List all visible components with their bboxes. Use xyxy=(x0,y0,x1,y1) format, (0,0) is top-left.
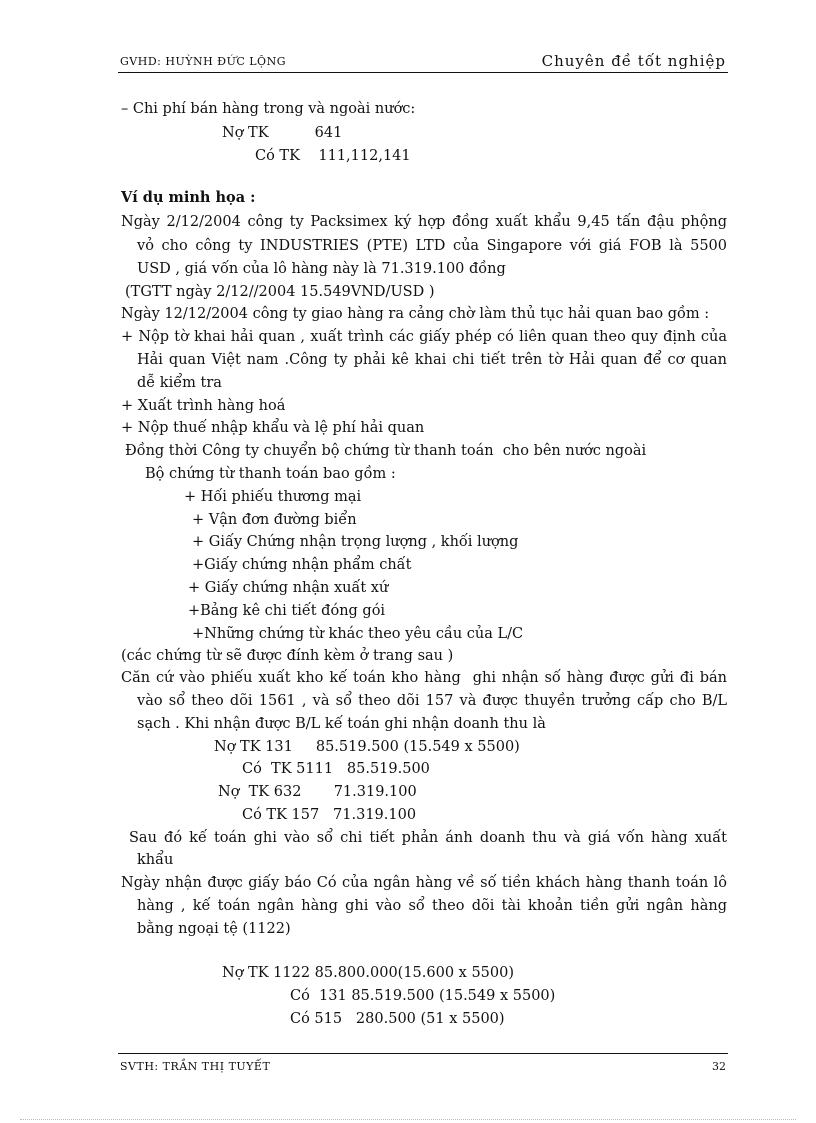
journal-entry: Có TK 157 71.319.100 xyxy=(242,807,417,823)
list-item: + Vận đơn đường biển xyxy=(192,512,357,528)
text-line: hàng , kế toán ngân hàng ghi vào sổ theo dõi tài khoản tiền gửi ngân hàng xyxy=(137,898,727,914)
text-line: dễ kiểm tra xyxy=(137,375,222,391)
text-line: + Nộp thuế nhập khẩu và lệ phí hải quan xyxy=(121,420,425,436)
text-line: Sau đó kế toán ghi vào sổ chi tiết phản ánh doanh thu và giá vốn hàng xuất xyxy=(129,830,727,846)
footer-rule xyxy=(118,1053,728,1054)
text-line: – Chi phí bán hàng trong và ngoài nước: xyxy=(121,101,416,117)
text-line: khẩu xyxy=(137,852,174,868)
text-line: Hải quan Việt nam .Công ty phải kê khai chi tiết trên tờ Hải quan để cơ quan xyxy=(137,352,727,368)
text-line: (TGTT ngày 2/12//2004 15.549VND/USD ) xyxy=(125,284,435,300)
journal-entry: Nợ TK 131 85.519.500 (15.549 x 5500) xyxy=(214,739,520,755)
header-advisor: GVHD: HUỲNH ĐỨC LỘNG xyxy=(120,55,286,68)
text-line: Bộ chứng từ thanh toán bao gồm : xyxy=(145,466,396,482)
text-line: Đồng thời Công ty chuyển bộ chứng từ thanh toán cho bên nước ngoài xyxy=(125,443,647,459)
text-line: (các chứng từ sẽ được đính kèm ở trang sau ) xyxy=(121,648,454,664)
list-item: + Giấy Chứng nhận trọng lượng , khối lượng xyxy=(192,534,519,550)
text-line: vỏ cho công ty INDUSTRIES (PTE) LTD của Singapore với giá FOB là 5500 xyxy=(137,238,727,254)
journal-entry: Nợ TK 632 71.319.100 xyxy=(218,784,417,800)
header-title: Chuyên đề tốt nghiệp xyxy=(541,52,726,70)
text-line: USD , giá vốn của lô hàng này là 71.319.100 đồng xyxy=(137,261,506,277)
footer-student: SVTH: TRẦN THỊ TUYẾT xyxy=(120,1060,271,1073)
example-heading: Ví dụ minh họa : xyxy=(121,189,256,206)
journal-entry: Có 131 85.519.500 (15.549 x 5500) xyxy=(290,988,556,1004)
text-line: sạch . Khi nhận được B/L kế toán ghi nhận doanh thu là xyxy=(137,716,546,732)
text-line: Có TK 111,112,141 xyxy=(255,148,411,164)
list-item: +Những chứng từ khác theo yêu cầu của L/C xyxy=(192,626,524,642)
text-line: Ngày 12/12/2004 công ty giao hàng ra cảng chờ làm thủ tục hải quan bao gồm : xyxy=(121,306,710,322)
journal-entry: Có 515 280.500 (51 x 5500) xyxy=(290,1011,505,1027)
header-rule xyxy=(118,72,728,73)
journal-entry: Có TK 5111 85.519.500 xyxy=(242,761,430,777)
text-line: Ngày 2/12/2004 công ty Packsimex ký hợp đồng xuất khẩu 9,45 tấn đậu phộng xyxy=(121,214,727,230)
text-line: Ngày nhận được giấy báo Có của ngân hàng về số tiền khách hàng thanh toán lô xyxy=(121,875,727,891)
journal-entry: Nợ TK 1122 85.800.000(15.600 x 5500) xyxy=(222,965,515,981)
list-item: +Giấy chứng nhận phẩm chất xyxy=(192,557,412,573)
list-item: + Giấy chứng nhận xuất xứ xyxy=(188,580,389,596)
page-number: 32 xyxy=(712,1060,726,1073)
text-line: Căn cứ vào phiếu xuất kho kế toán kho hàng ghi nhận số hàng được gửi đi bán xyxy=(121,670,727,686)
list-item: + Hối phiếu thương mại xyxy=(184,489,362,505)
text-line: vào sổ theo dõi 1561 , và sổ theo dõi 157 và được thuyền trưởng cấp cho B/L xyxy=(137,693,727,709)
text-line: Nợ TK 641 xyxy=(222,125,343,141)
list-item: +Bảng kê chi tiết đóng gói xyxy=(188,603,386,619)
text-line: + Xuất trình hàng hoá xyxy=(121,398,286,414)
text-line: bằng ngoại tệ (1122) xyxy=(137,921,291,937)
page-edge-divider xyxy=(20,1119,796,1120)
text-line: + Nộp tờ khai hải quan , xuất trình các giấy phép có liên quan theo quy định của xyxy=(121,329,727,345)
